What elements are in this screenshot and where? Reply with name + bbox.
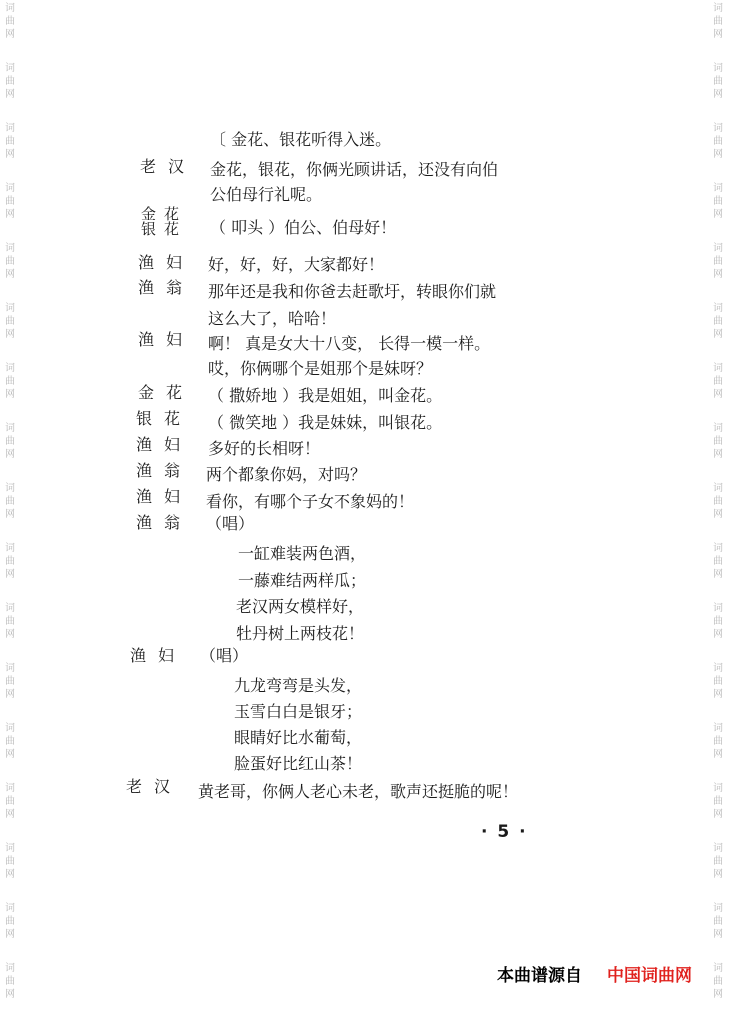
- dialogue-text: 金花，银花，你俩光顾讲话，还没有向伯: [210, 160, 499, 179]
- song-lyric-line: 玉雪白白是银牙；: [234, 702, 363, 721]
- watermark-mark: 词 曲 网: [713, 243, 723, 280]
- song-lyric-line: 一缸难装两色酒，: [238, 544, 367, 563]
- song-lyric-line: 眼睛好比水葡萄，: [234, 728, 363, 747]
- watermark-mark: 词 曲 网: [5, 663, 15, 700]
- dialogue-text: （ 撒娇地 ）我是姐姐，叫金花。: [208, 386, 443, 405]
- watermark-mark: 词 曲 网: [5, 243, 15, 280]
- watermark-mark: 词 曲 网: [5, 903, 15, 940]
- dialogue-text: （ 微笑地 ）我是妹妹，叫银花。: [208, 413, 443, 432]
- watermark-mark: 词 曲 网: [713, 843, 723, 880]
- watermark-mark: 词 曲 网: [5, 723, 15, 760]
- speaker-name: 金花: [141, 205, 188, 223]
- watermark-mark: 词 曲 网: [713, 543, 723, 580]
- watermark-mark: 词 曲 网: [713, 123, 723, 160]
- footer-site-name: 中国词曲网: [607, 966, 692, 986]
- song-lyric-line: 老汉两女模样好，: [236, 597, 365, 616]
- stage-direction: （唱）: [200, 646, 249, 665]
- watermark-mark: 词 曲 网: [5, 123, 15, 160]
- dialogue-text: 公伯母行礼呢。: [210, 185, 323, 204]
- watermark-column-right: [710, 0, 726, 1010]
- dialogue-text: 两个都象你妈，对吗？: [206, 465, 367, 484]
- speaker-name: 渔妇: [136, 435, 193, 454]
- song-lyric-line: 牡丹树上两枝花！: [236, 624, 365, 643]
- watermark-mark: 词 曲 网: [5, 423, 15, 460]
- song-lyric-line: 脸蛋好比红山茶！: [234, 754, 363, 773]
- speaker-name: 渔翁: [138, 278, 195, 297]
- watermark-mark: 词 曲 网: [713, 3, 723, 40]
- speaker-name: 渔妇: [130, 646, 187, 665]
- watermark-mark: 词 曲 网: [5, 543, 15, 580]
- watermark-mark: 词 曲 网: [713, 303, 723, 340]
- dialogue-text: 多好的长相呀！: [208, 439, 321, 458]
- stage-direction: 〔 金花、银花听得入迷。: [210, 130, 392, 149]
- watermark-mark: 词 曲 网: [5, 183, 15, 220]
- watermark-mark: 词 曲 网: [713, 483, 723, 520]
- speaker-name: 银花: [141, 220, 188, 238]
- speaker-name: 渔妇: [138, 253, 195, 272]
- watermark-mark: 词 曲 网: [713, 363, 723, 400]
- dialogue-text: 那年还是我和你爸去赶歌圩，转眼你们就: [208, 282, 497, 301]
- watermark-mark: 词 曲 网: [5, 963, 15, 1000]
- watermark-mark: 词 曲 网: [5, 303, 15, 340]
- watermark-mark: 词 曲 网: [713, 423, 723, 460]
- stage-direction: （唱）: [206, 514, 255, 533]
- watermark-mark: 词 曲 网: [5, 363, 15, 400]
- watermark-mark: 词 曲 网: [713, 183, 723, 220]
- dialogue-text: 黄老哥，你俩人老心未老，歌声还挺脆的呢！: [198, 782, 519, 801]
- watermark-mark: 词 曲 网: [5, 63, 15, 100]
- page-number: · 5 ·: [481, 822, 528, 842]
- speaker-name: 老汉: [140, 157, 197, 176]
- speaker-name-pair: [141, 207, 187, 237]
- speaker-name: 老汉: [126, 777, 183, 796]
- speaker-name: 渔妇: [138, 330, 195, 349]
- watermark-mark: 词 曲 网: [713, 783, 723, 820]
- watermark-mark: 词 曲 网: [5, 483, 15, 520]
- speaker-name: 金花: [138, 383, 195, 402]
- watermark-mark: 词 曲 网: [713, 723, 723, 760]
- speaker-name: 银花: [136, 409, 193, 428]
- dialogue-text: 好，好，好，大家都好！: [208, 255, 385, 274]
- watermark-mark: 词 曲 网: [5, 843, 15, 880]
- watermark-column-left: [2, 0, 18, 1010]
- watermark-mark: 词 曲 网: [5, 3, 15, 40]
- watermark-mark: 词 曲 网: [713, 63, 723, 100]
- watermark-mark: 词 曲 网: [5, 783, 15, 820]
- speaker-name: 渔翁: [136, 513, 193, 532]
- dialogue-text: （ 叩头 ）伯公、伯母好！: [210, 218, 397, 237]
- watermark-mark: 词 曲 网: [713, 903, 723, 940]
- watermark-mark: 词 曲 网: [713, 603, 723, 640]
- dialogue-text: 啊！ 真是女大十八变， 长得一模一样。: [208, 334, 491, 353]
- speaker-name: 渔妇: [136, 487, 193, 506]
- song-lyric-line: 九龙弯弯是头发，: [234, 676, 363, 695]
- speaker-name: 渔翁: [136, 461, 193, 480]
- dialogue-text: 这么大了，哈哈！: [208, 309, 337, 328]
- dialogue-text: 看你，有哪个子女不象妈的！: [206, 492, 415, 511]
- watermark-mark: 词 曲 网: [713, 963, 723, 1000]
- footer-source-label: 本曲谱源自: [497, 966, 582, 986]
- song-lyric-line: 一藤难结两样瓜；: [238, 571, 367, 590]
- dialogue-text: 哎，你俩哪个是姐那个是妹呀？: [208, 359, 433, 378]
- watermark-mark: 词 曲 网: [5, 603, 15, 640]
- watermark-mark: 词 曲 网: [713, 663, 723, 700]
